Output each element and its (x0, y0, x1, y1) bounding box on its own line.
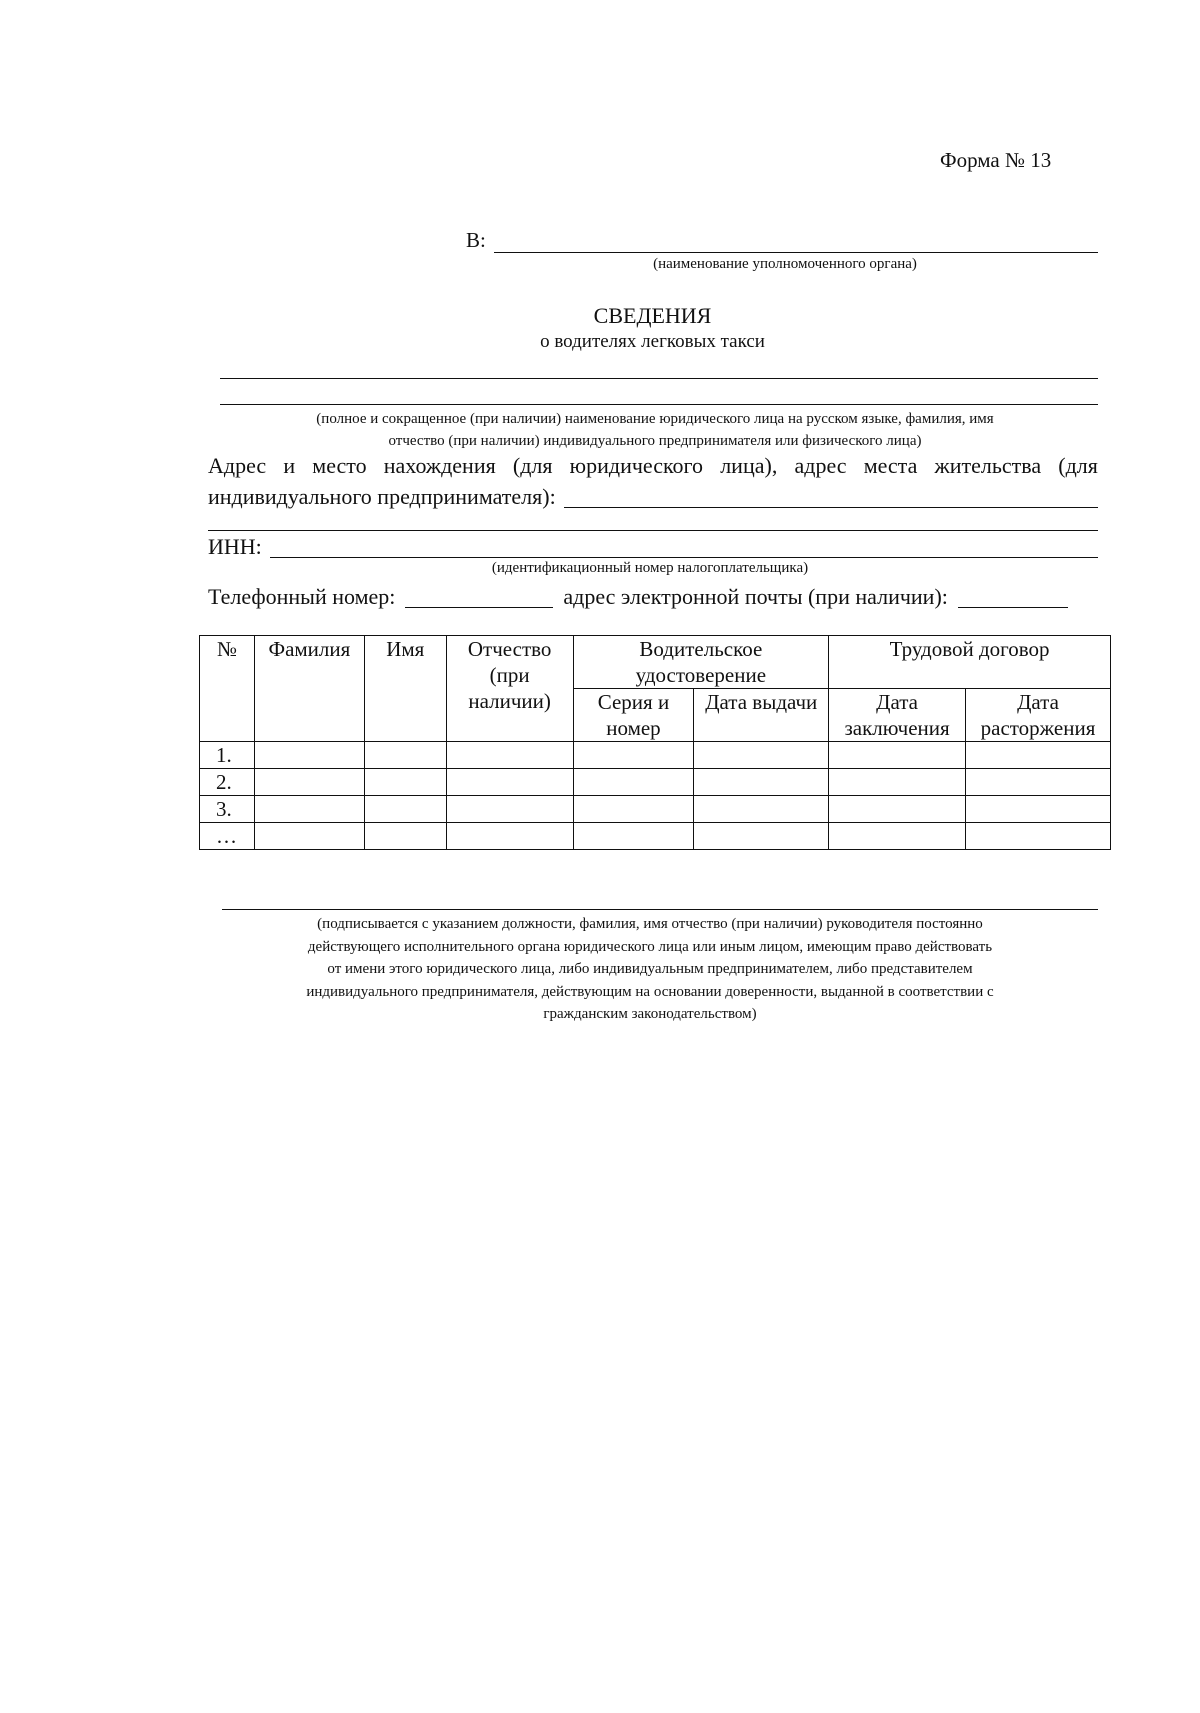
table-row (200, 742, 1111, 769)
org-name-field-line-2[interactable] (220, 404, 1098, 405)
header-surname: Фамилия (254, 636, 364, 742)
phone-label: Телефонный номер: (208, 584, 396, 609)
table-cell[interactable] (966, 742, 1111, 769)
signature-caption-line-3: от имени этого юридического лица, либо индивидуальным предпринимателем, либо представителем (327, 961, 973, 977)
row-number: … (200, 823, 255, 850)
address-field-line-2[interactable] (208, 530, 1098, 531)
header-patronymic: Отчество (при наличии) (446, 636, 573, 742)
table-cell[interactable] (966, 796, 1111, 823)
signature-field[interactable] (222, 909, 1098, 910)
address-word: юридического (569, 453, 704, 478)
signature-caption (205, 913, 1095, 1026)
table-cell[interactable] (446, 796, 573, 823)
table-cell[interactable] (829, 823, 966, 850)
address-word: жительства (934, 453, 1042, 478)
table-cell[interactable] (694, 796, 829, 823)
row-number: 2. (200, 769, 255, 796)
table-cell[interactable] (573, 769, 694, 796)
table-cell[interactable] (446, 742, 573, 769)
table-cell[interactable] (446, 769, 573, 796)
header-num: № (200, 636, 255, 742)
signature-caption-line-1: (подписывается с указанием должности, фамилия, имя отчество (при наличии) руководителя постоянно (317, 916, 983, 932)
address-word: (для (1058, 453, 1098, 478)
inn-label: ИНН: (208, 534, 262, 559)
table-cell[interactable] (829, 796, 966, 823)
recipient-prefix: В: (466, 228, 486, 252)
row-number: 3. (200, 796, 255, 823)
header-contract-start: Дата заключения (829, 689, 966, 742)
table-cell[interactable] (364, 742, 446, 769)
org-name-caption (210, 408, 1100, 452)
recipient-field[interactable] (494, 252, 1098, 253)
org-name-caption-line-1: (полное и сокращенное (при наличии) наименование юридического лица на русском языке, фамилия, имя (316, 411, 994, 427)
inn-caption: (идентификационный номер налогоплательщика) (491, 560, 809, 576)
table-cell[interactable] (364, 823, 446, 850)
table-cell[interactable] (573, 796, 694, 823)
table-cell[interactable] (364, 796, 446, 823)
drivers-table (199, 635, 1111, 850)
contacts-row (208, 584, 1098, 610)
table-cell[interactable] (694, 769, 829, 796)
table-cell[interactable] (829, 769, 966, 796)
table-cell[interactable] (573, 742, 694, 769)
document-subtitle: о водителях легковых такси (540, 331, 765, 352)
address-row-2 (208, 484, 1098, 510)
header-name: Имя (364, 636, 446, 742)
email-label: адрес электронной почты (при наличии): (563, 584, 948, 609)
document-title: СВЕДЕНИЯ (593, 303, 712, 328)
email-field[interactable] (958, 585, 1068, 608)
table-cell[interactable] (966, 769, 1111, 796)
header-license-series: Серия и номер (573, 689, 694, 742)
table-cell[interactable] (254, 823, 364, 850)
table-cell[interactable] (694, 823, 829, 850)
org-name-caption-line-2: отчество (при наличии) индивидуального предпринимателя или физического лица) (388, 433, 922, 449)
table-cell[interactable] (446, 823, 573, 850)
address-field[interactable] (564, 485, 1098, 508)
address-word: места (863, 453, 918, 478)
address-word: и (283, 453, 296, 478)
table-cell[interactable] (966, 823, 1111, 850)
phone-field[interactable] (405, 585, 553, 608)
header-contract: Трудовой договор (829, 636, 1111, 689)
header-contract-end: Дата расторжения (966, 689, 1111, 742)
address-label-line-1 (208, 453, 1098, 479)
table-cell[interactable] (254, 742, 364, 769)
signature-caption-line-4: индивидуального предпринимателя, действующим на основании доверенности, выданной в соответствии с (306, 983, 994, 1000)
address-word: нахождения (383, 453, 496, 478)
table-row (200, 769, 1111, 796)
address-word: место (312, 453, 367, 478)
table-cell[interactable] (254, 769, 364, 796)
address-word: (для (512, 453, 553, 478)
address-label-line-2: индивидуального предпринимателя): (208, 484, 556, 509)
recipient-caption: (наименование уполномоченного органа) (653, 256, 917, 272)
table-cell[interactable] (694, 742, 829, 769)
signature-caption-line-2: действующего исполнительного органа юридического лица или иным лицом, имеющим право действовать (307, 938, 993, 955)
inn-row (208, 534, 1098, 560)
inn-field[interactable] (270, 535, 1098, 558)
address-word: лица), (720, 453, 778, 478)
table-cell[interactable] (573, 823, 694, 850)
row-number: 1. (200, 742, 255, 769)
table-cell[interactable] (829, 742, 966, 769)
header-license-date: Дата выдачи (694, 689, 829, 742)
table-cell[interactable] (364, 769, 446, 796)
header-license: Водительское удостоверение (573, 636, 829, 689)
signature-caption-line-5: гражданским законодательством) (543, 1006, 757, 1022)
table-cell[interactable] (254, 796, 364, 823)
form-number: Форма № 13 (940, 148, 1052, 172)
address-word: адрес (794, 453, 847, 478)
address-word: Адрес (208, 453, 267, 478)
table-row (200, 823, 1111, 850)
org-name-field-line-1[interactable] (220, 378, 1098, 379)
table-row (200, 796, 1111, 823)
